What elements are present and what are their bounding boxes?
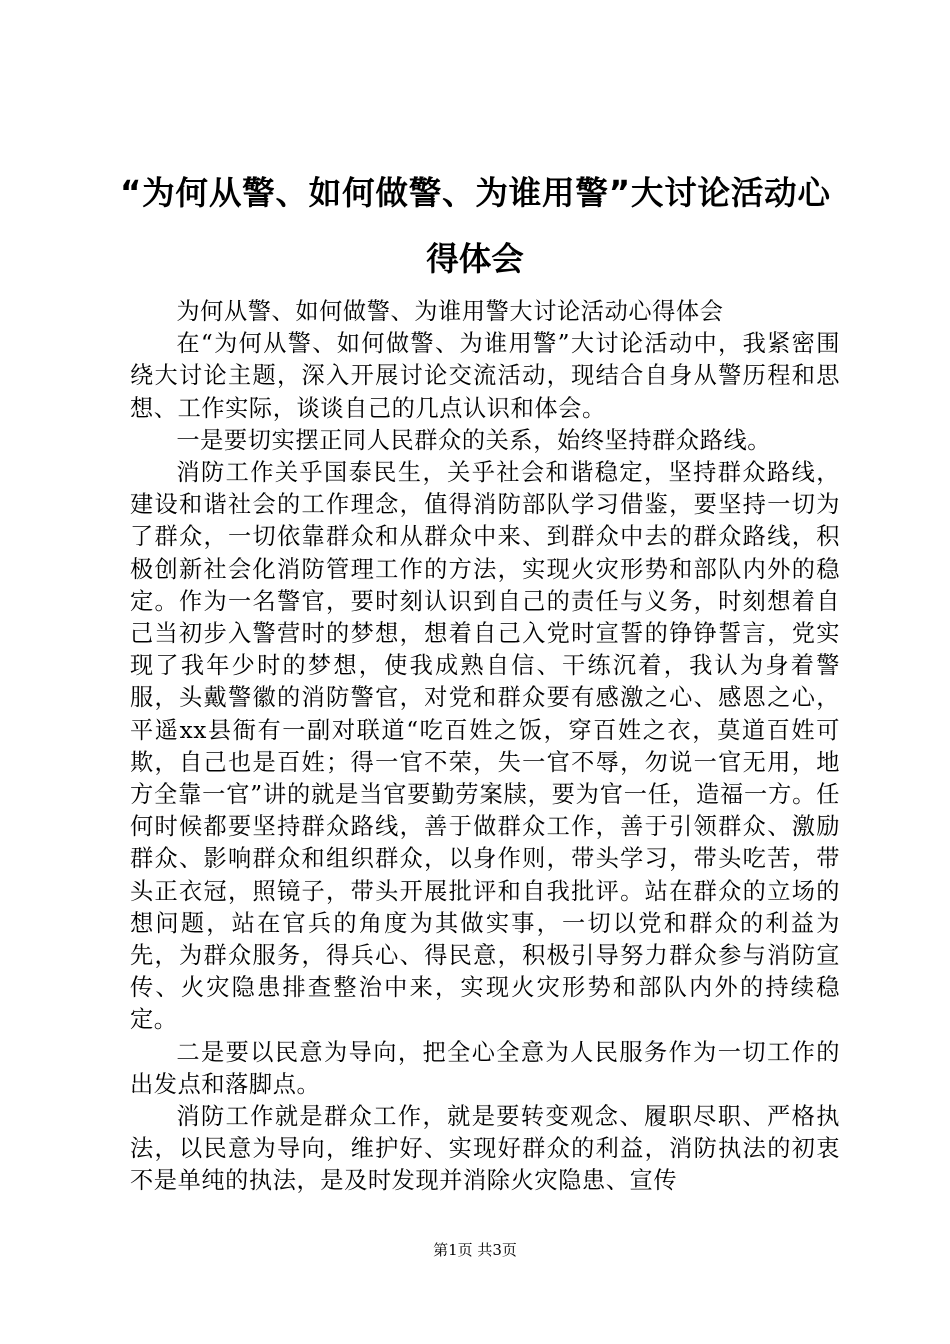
document-body: [130, 296, 840, 1198]
document-title: “为何从警、如何做警、为谁用警”大讨论活动心得体会: [120, 174, 830, 278]
paragraph-point-two: 二是要以民意为导向，把全心全意为人民服务作为一切工作的出发点和落脚点。: [130, 1038, 840, 1098]
paragraph-subtitle: 为何从警、如何做警、为谁用警大讨论活动心得体会: [176, 298, 724, 325]
paragraph-point-one: 一是要切实摆正同人民群众的关系，始终坚持群众路线。: [176, 426, 772, 454]
paragraph-point-two-detail: 消防工作就是群众工作，就是要转变观念、履职尽职、严格执法，以民意为导向，维护好、实现好群众的利益，消防执法的初衷不是单纯的执法，是及时发现并消除火灾隐患、宣传: [130, 1103, 840, 1195]
paragraph-intro: 在“为何从警、如何做警、为谁用警”大讨论活动中，我紧密围绕大讨论主题，深入开展讨论交流活动，现结合自身从警历程和思想、工作实际，谈谈自己的几点认识和体会。: [130, 330, 840, 422]
paragraph-point-one-detail: 消防工作关乎国泰民生，关乎社会和谐稳定，坚持群众路线，建设和谐社会的工作理念，值得消防部队学习借鉴，要坚持一切为了群众，一切依靠群众和从群众中来、到群众中去的群众路线，积极创新社会化消防管理工作的方法，实现火灾形势和部队内外的稳定。作为一名警官，要时刻认识到自己的责任与义务，时刻想着自己当初步入警营时的梦想，想着自己入党时宣誓的铮铮誓言，党实现了我年少时的梦想，使我成熟自信、干练沉着，我认为身着警服，头戴警徽的消防警官，对党和群众要有感激之心、感恩之心，平遥xx县衙有一副对联道“吃百姓之饭，穿百姓之衣，莫道百姓可欺，自己也是百姓；得一官不荣，失一官不辱，勿说一官无用，地方全靠一官”讲的就是当官要勤劳案牍，要为官一任，造福一方。任何时候都要坚持群众路线，善于做群众工作，善于引领群众、激励群众、影响群众和组织群众，以身作则，带头学习，带头吃苦，带头正衣冠，照镜子，带头开展批评和自我批评。站在群众的立场的想问题，站在官兵的角度为其做实事，一切以党和群众的利益为先，为群众服务，得兵心、得民意，积极引导努力群众参与消防宣传、火灾隐患排查整治中来，实现火灾形势和部队内外的持续稳定。: [130, 459, 840, 1034]
page-number-footer: 第1页 共3页: [433, 1241, 517, 1259]
